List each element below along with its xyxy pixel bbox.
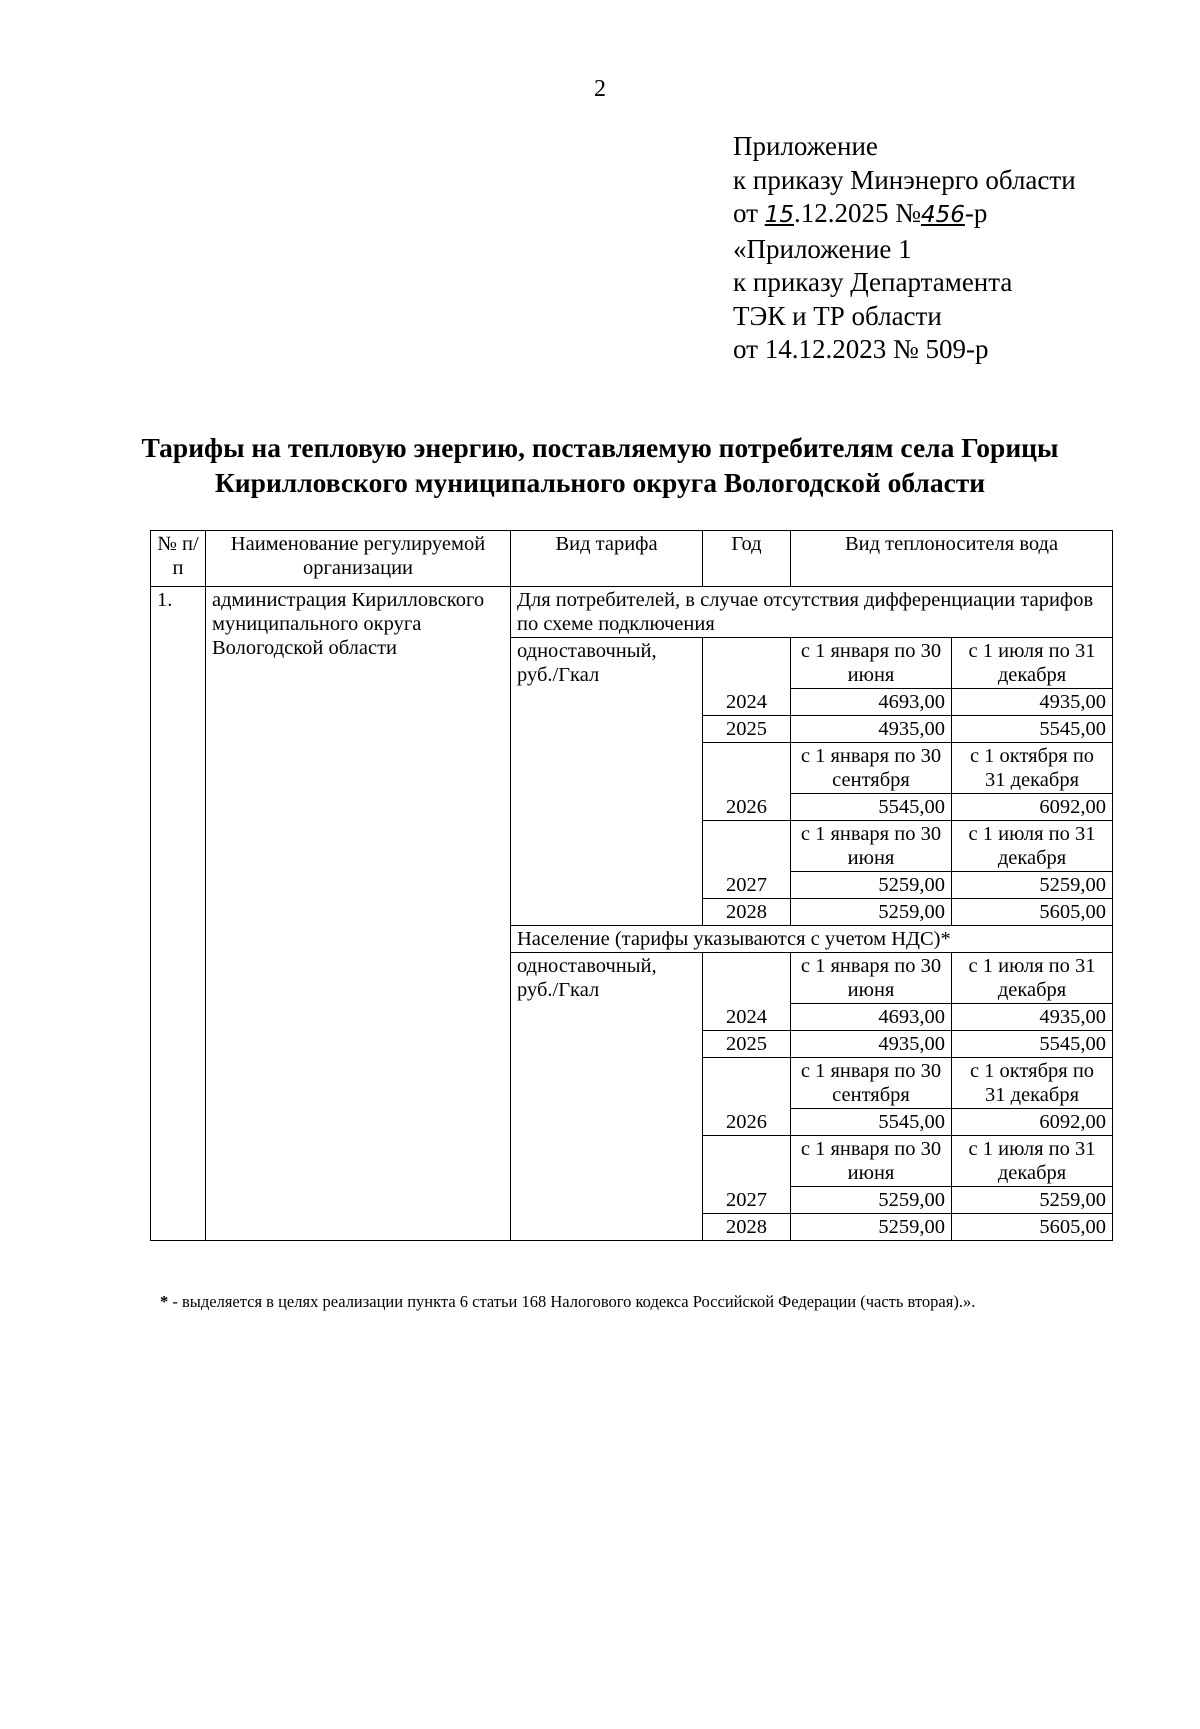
period-label-1: с 1 января по 30 сентября	[791, 1058, 952, 1109]
tariff-type: одноставочный, руб./Гкал	[511, 953, 703, 1241]
period-label-2: с 1 октября по 31 декабря	[952, 1058, 1113, 1109]
tariff-value-h1: 4693,00	[791, 1004, 952, 1031]
appendix-line-3: от 15.12.2025 №456-р	[733, 198, 988, 228]
period-label-1: с 1 января по 30 июня	[791, 821, 952, 872]
appendix-line-7: от 14.12.2023 № 509-р	[733, 334, 989, 364]
period-label-2: с 1 июля по 31 декабря	[952, 638, 1113, 689]
header-tariff-type: Вид тарифа	[511, 531, 703, 587]
tariff-value-h2: 5545,00	[952, 1031, 1113, 1058]
year-cell	[703, 638, 791, 689]
year-cell	[703, 953, 791, 1004]
tariff-value-h2: 6092,00	[952, 794, 1113, 821]
year-cell	[703, 1058, 791, 1109]
tariff-table	[150, 530, 1113, 1241]
section-heading: Для потребителей, в случае отсутствия дифференциации тарифов по схеме подключения	[511, 587, 1113, 638]
title-line-1: Тарифы на тепловую энергию, поставляемую потребителям села Горицы	[141, 432, 1059, 463]
tariff-value-h2: 5259,00	[952, 872, 1113, 899]
period-label-2: с 1 июля по 31 декабря	[952, 953, 1113, 1004]
year-cell: 2024	[703, 689, 791, 716]
table-header-row	[151, 531, 1113, 587]
year-cell: 2027	[703, 872, 791, 899]
header-year: Год	[703, 531, 791, 587]
header-org: Наименование регулируемой организации	[206, 531, 511, 587]
appendix-block	[733, 130, 1076, 367]
appendix-line-5: к приказу Департамента	[733, 267, 1013, 297]
year-cell: 2025	[703, 1031, 791, 1058]
period-label-2: с 1 июля по 31 декабря	[952, 1136, 1113, 1187]
tariff-value-h2: 5259,00	[952, 1187, 1113, 1214]
header-num: № п/п	[151, 531, 206, 587]
tariff-value-h1: 5545,00	[791, 1109, 952, 1136]
year-cell: 2026	[703, 1109, 791, 1136]
page-number: 2	[594, 76, 606, 102]
appendix-line-1: Приложение	[733, 131, 878, 161]
document-title	[0, 430, 1200, 500]
year-cell: 2028	[703, 899, 791, 926]
year-cell	[703, 821, 791, 872]
row-number: 1.	[151, 587, 206, 1241]
period-label-1: с 1 января по 30 июня	[791, 638, 952, 689]
year-cell	[703, 1136, 791, 1187]
year-cell: 2028	[703, 1214, 791, 1241]
org-name: администрация Кирилловского муниципального округа Вологодской области	[206, 587, 511, 1241]
year-cell	[703, 743, 791, 794]
appendix-line-6: ТЭК и ТР области	[733, 300, 942, 331]
tariff-value-h1: 4693,00	[791, 689, 952, 716]
period-label-1: с 1 января по 30 июня	[791, 1136, 952, 1187]
year-cell: 2024	[703, 1004, 791, 1031]
title-line-2: Кирилловского муниципального округа Вологодской области	[214, 467, 986, 498]
period-label-2: с 1 июля по 31 декабря	[952, 821, 1113, 872]
year-cell: 2027	[703, 1187, 791, 1214]
year-cell: 2026	[703, 794, 791, 821]
tariff-value-h2: 5605,00	[952, 899, 1113, 926]
footnote: * - выделяется в целях реализации пункта 6 статьи 168 Налогового кодекса Российской Федерации (часть вторая).».	[160, 1292, 976, 1311]
tariff-value-h2: 5545,00	[952, 716, 1113, 743]
tariff-value-h1: 5259,00	[791, 1187, 952, 1214]
tariff-value-h1: 4935,00	[791, 1031, 952, 1058]
tariff-value-h1: 5259,00	[791, 872, 952, 899]
section-heading: Население (тарифы указываются с учетом НДС)*	[511, 926, 1113, 953]
tariff-value-h2: 4935,00	[952, 1004, 1113, 1031]
period-label-1: с 1 января по 30 июня	[791, 953, 952, 1004]
tariff-value-h1: 5545,00	[791, 794, 952, 821]
tariff-value-h1: 4935,00	[791, 716, 952, 743]
tariff-value-h1: 5259,00	[791, 1214, 952, 1241]
section-heading-row	[151, 587, 1113, 638]
appendix-line-2: к приказу Минэнерго области	[733, 164, 1076, 195]
handwritten-number: 456	[921, 202, 965, 228]
period-label-1: с 1 января по 30 сентября	[791, 743, 952, 794]
period-label-2: с 1 октября по 31 декабря	[952, 743, 1113, 794]
year-cell: 2025	[703, 716, 791, 743]
tariff-value-h2: 6092,00	[952, 1109, 1113, 1136]
tariff-value-h2: 5605,00	[952, 1214, 1113, 1241]
appendix-line-4: «Приложение 1	[733, 233, 912, 264]
header-carrier: Вид теплоносителя вода	[791, 531, 1113, 587]
tariff-type: одноставочный, руб./Гкал	[511, 638, 703, 926]
tariff-value-h1: 5259,00	[791, 899, 952, 926]
tariff-value-h2: 4935,00	[952, 689, 1113, 716]
handwritten-day: 15	[764, 202, 794, 228]
